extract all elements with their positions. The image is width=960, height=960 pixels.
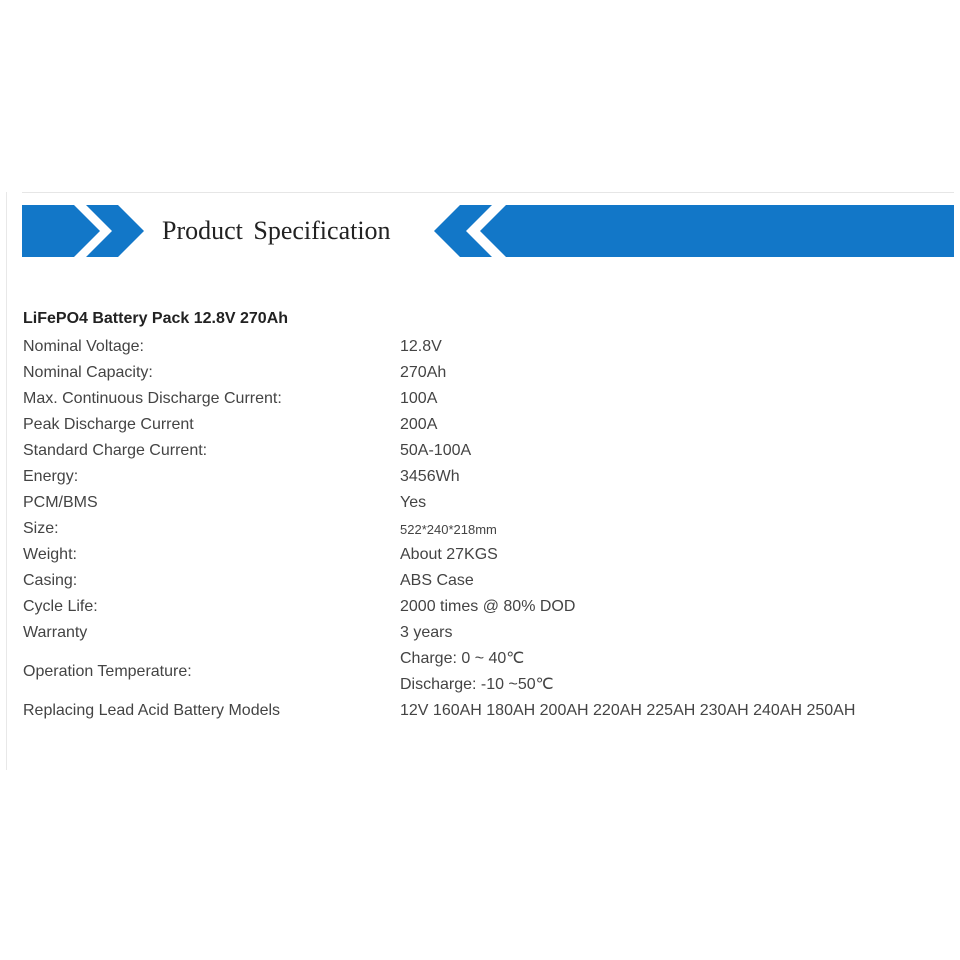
right-banner-block: [480, 205, 954, 257]
banner-title: Product Specification: [162, 216, 391, 245]
charge-temperature: Charge: 0 ~ 40℃: [400, 650, 525, 667]
spec-value: 3 years: [400, 624, 453, 641]
spec-value: About 27KGS: [400, 546, 498, 563]
spec-value: 270Ah: [400, 364, 447, 381]
spec-row-charge-current: [23, 438, 943, 464]
spec-row-peak-discharge: [23, 412, 943, 438]
spec-row-operation-temperature: [23, 646, 943, 698]
spec-row-size: [23, 516, 943, 542]
spec-row-cycle-life: [23, 594, 943, 620]
spec-value: Yes: [400, 494, 427, 511]
spec-label: Operation Temperature:: [23, 663, 192, 680]
spec-value: 200A: [400, 416, 438, 433]
spec-label: Warranty: [23, 624, 88, 641]
spec-label: Cycle Life:: [23, 598, 98, 615]
spec-value: 12.8V: [400, 338, 442, 355]
spec-value: [400, 646, 943, 698]
spec-label: Casing:: [23, 572, 78, 589]
spec-row-nominal-voltage: [23, 334, 943, 360]
spec-label: PCM/BMS: [23, 494, 98, 511]
spec-label: Replacing Lead Acid Battery Models: [23, 702, 281, 719]
discharge-temperature: Discharge: -10 ~50℃: [400, 676, 554, 693]
left-banner-block: [22, 205, 100, 257]
spec-label: Nominal Voltage:: [23, 338, 144, 355]
spec-value: 50A-100A: [400, 442, 472, 459]
spec-row-max-discharge: [23, 386, 943, 412]
spec-value: ABS Case: [400, 572, 474, 589]
spec-label: Energy:: [23, 468, 79, 485]
spec-value: 2000 times @ 80% DOD: [400, 598, 576, 615]
spec-row-weight: [23, 542, 943, 568]
spec-label: Size:: [23, 520, 59, 537]
spec-label: Peak Discharge Current: [23, 416, 194, 433]
spec-row-replacing-models: [23, 698, 943, 724]
spec-row-warranty: [23, 620, 943, 646]
spec-label: Standard Charge Current:: [23, 442, 208, 459]
spec-row-pcm-bms: [23, 490, 943, 516]
spec-table: [23, 334, 943, 724]
spec-label: Max. Continuous Discharge Current:: [23, 390, 282, 407]
spec-row-energy: [23, 464, 943, 490]
spec-label: Weight:: [23, 546, 77, 563]
section-banner: [22, 205, 954, 257]
spec-label: Nominal Capacity:: [23, 364, 153, 381]
spec-value: 522*240*218mm: [400, 521, 497, 537]
spec-value: 12V 160AH 180AH 200AH 220AH 225AH 230AH 240AH 250AH: [400, 702, 856, 719]
spec-row-nominal-capacity: [23, 360, 943, 386]
spec-row-casing: [23, 568, 943, 594]
left-divider: [6, 192, 7, 770]
spec-value: 100A: [400, 390, 438, 407]
spec-value: 3456Wh: [400, 468, 460, 485]
spec-heading: LiFePO4 Battery Pack 12.8V 270Ah: [23, 310, 289, 327]
top-divider: [22, 192, 954, 193]
